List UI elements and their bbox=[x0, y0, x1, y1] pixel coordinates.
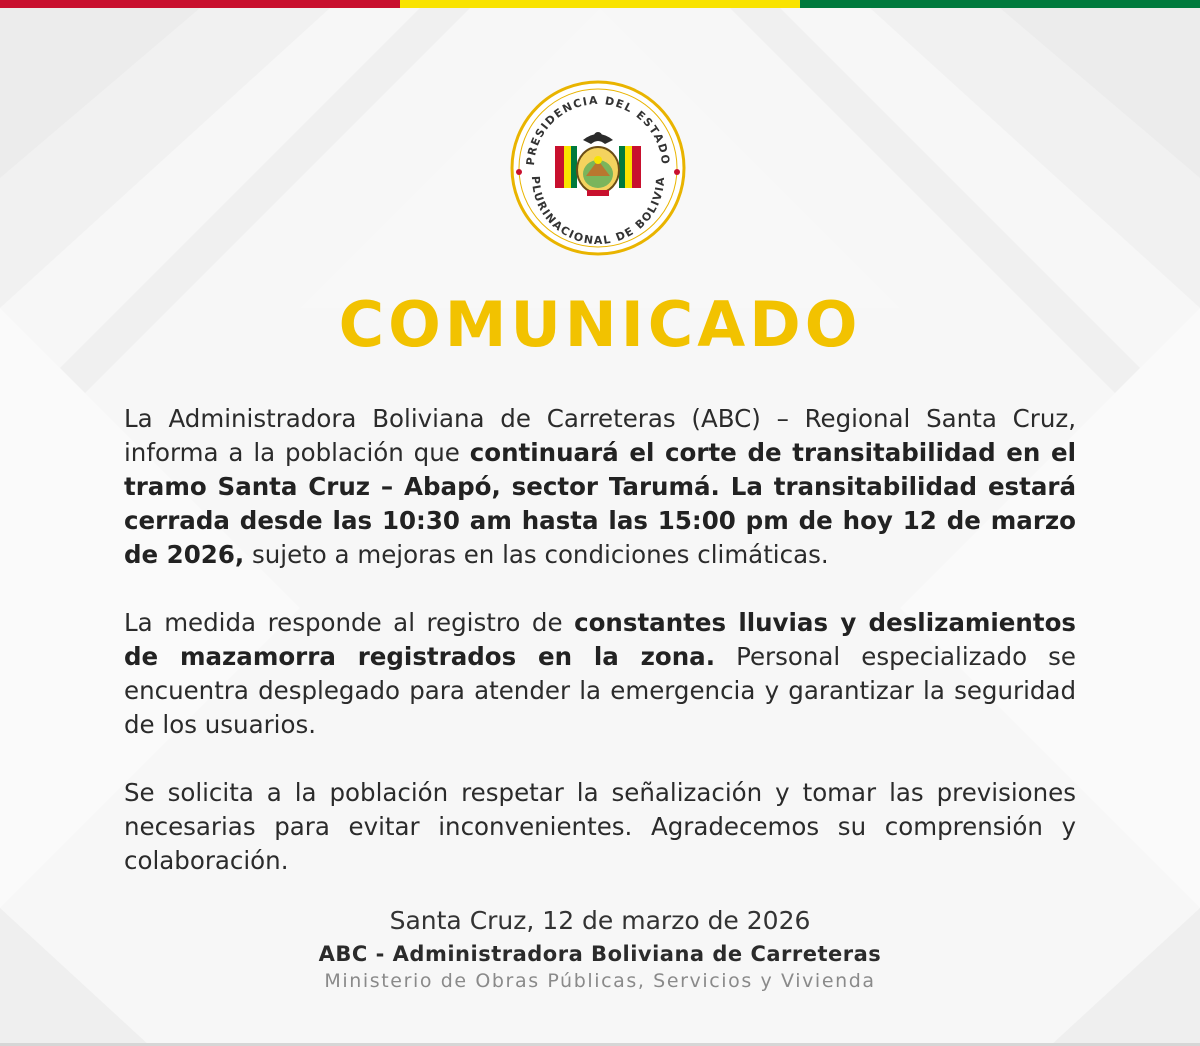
signature-organization: ABC - Administradora Boliviana de Carreteras bbox=[318, 942, 882, 966]
page-title: COMUNICADO bbox=[338, 288, 862, 361]
signature-block bbox=[0, 903, 1200, 993]
seal-top-text: PRESIDENCIA DEL ESTADO bbox=[523, 93, 673, 167]
paragraph-bold-text: continuará el corte de transitabilidad en el tramo Santa Cruz – Abapó, sector Tarumá. La transitabilidad estará cerrada desde las 10:30 am hasta las 15:00 pm de hoy 12 de marzo de 2026, bbox=[124, 438, 1076, 569]
paragraph-text: Personal especializado se encuentra desplegado para atender la emergencia y garantizar la seguridad de los usuarios. bbox=[124, 642, 1076, 739]
flag-stripe-green bbox=[800, 0, 1200, 8]
presidency-seal bbox=[505, 80, 691, 256]
flag-stripe-red bbox=[0, 0, 400, 8]
paragraph-text: La Administradora Boliviana de Carreteras (ABC) – Regional Santa Cruz, informa a la población que bbox=[124, 404, 1076, 467]
paragraph-text: Se solicita a la población respetar la señalización y tomar las previsiones necesarias para evitar inconvenientes. Agradecemos su comprensión y colaboración. bbox=[124, 778, 1076, 875]
signature-date: Santa Cruz, 12 de marzo de 2026 bbox=[389, 906, 811, 935]
flag-stripe-yellow bbox=[400, 0, 800, 8]
seal-bottom-text: PLURINACIONAL DE BOLIVIA bbox=[528, 175, 668, 248]
communique-body bbox=[124, 402, 1076, 912]
paragraph-bold-text: constantes lluvias y deslizamientos de mazamorra registrados en la zona. bbox=[124, 608, 1076, 671]
flag-color-bar bbox=[0, 0, 1200, 8]
paragraph-text: sujeto a mejoras en las condiciones climáticas. bbox=[244, 540, 829, 569]
paragraph bbox=[124, 402, 1076, 572]
paragraph-text: La medida responde al registro de bbox=[124, 608, 575, 637]
paragraph bbox=[124, 776, 1076, 878]
signature-ministry: Ministerio de Obras Públicas, Servicios y Vivienda bbox=[324, 970, 876, 992]
paragraph bbox=[124, 606, 1076, 742]
